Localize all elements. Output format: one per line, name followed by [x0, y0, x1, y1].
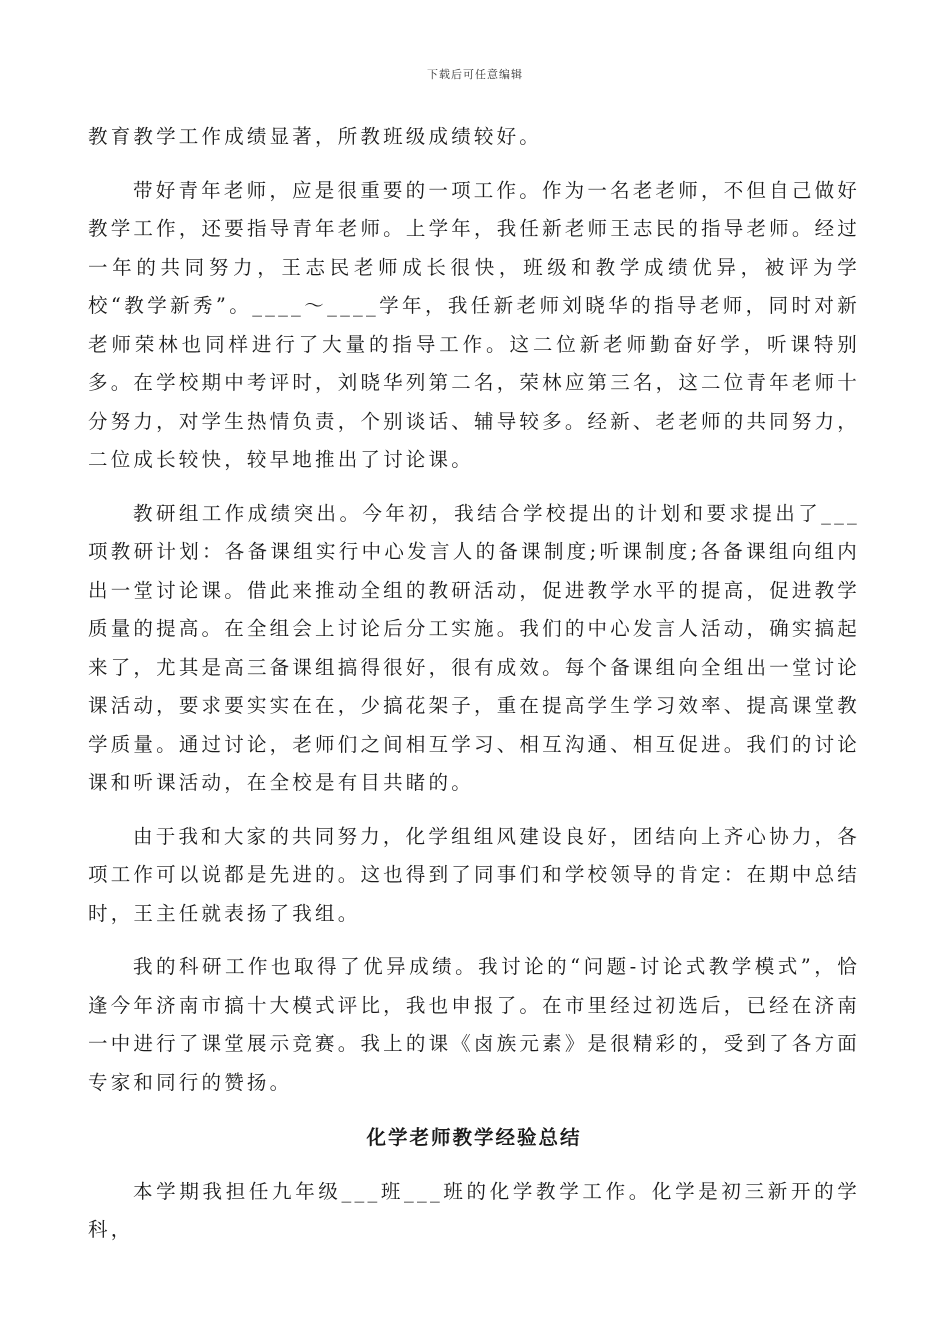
paragraph-final: 本学期我担任九年级___班___班的化学教学工作。化学是初三新开的学科，: [88, 1179, 860, 1241]
section-title: 化学老师教学经验总结: [366, 1126, 582, 1149]
paragraph-continuation: 教育教学工作成绩显著，所教班级成绩较好。: [88, 125, 543, 148]
paragraph-research-group: 教研组工作成绩突出。今年初，我结合学校提出的计划和要求提出了___项教研计划：各备课组实行中心发言人的备课制度;听课制度;各备课组向组内出一堂讨论课。借此来推动全组的教研活动，促进教学水平的提高，促进教学质量的提高。在全组会上讨论后分工实施。我们的中心发言人活动，确实搞起来了，尤其是高三备课组搞得很好，很有成效。每个备课组向全组出一堂讨论课活动，要求要实实在在，少搞花架子，重在提高学生学习效率、提高课堂教学质量。通过讨论，老师们之间相互学习、相互沟通、相互促进。我们的讨论课和听课活动，在全校是有目共睹的。: [88, 501, 860, 794]
paragraph-scientific-research: 我的科研工作也取得了优异成绩。我讨论的“问题-讨论式教学模式”，恰逢今年济南市搞十大模式评比，我也申报了。在市里经过初选后，已经在济南一中进行了课堂展示竞赛。我上的课《卤族元素》是很精彩的，受到了各方面专家和同行的赞扬。: [88, 955, 860, 1094]
header-note: 下载后可任意编辑: [427, 68, 523, 81]
paragraph-team-spirit: 由于我和大家的共同努力，化学组组风建设良好，团结向上齐心协力，各项工作可以说都是先进的。这也得到了同事们和学校领导的肯定：在期中总结时，王主任就表扬了我组。: [88, 824, 860, 925]
document-body: [88, 118, 860, 1250]
paragraph-mentoring: 带好青年老师，应是很重要的一项工作。作为一名老老师，不但自己做好教学工作，还要指导青年老师。上学年，我任新老师王志民的指导老师。经过一年的共同努力，王志民老师成长很快，班级和教学成绩优异，被评为学校“教学新秀”。____～____学年，我任新老师刘晓华的指导老师，同时对新老师荣林也同样进行了大量的指导工作。这二位新老师勤奋好学，听课特别多。在学校期中考评时，刘晓华列第二名，荣林应第三名，这二位青年老师十分努力，对学生热情负责，个别谈话、辅导较多。经新、老老师的共同努力，二位成长较快，较早地推出了讨论课。: [88, 178, 860, 471]
